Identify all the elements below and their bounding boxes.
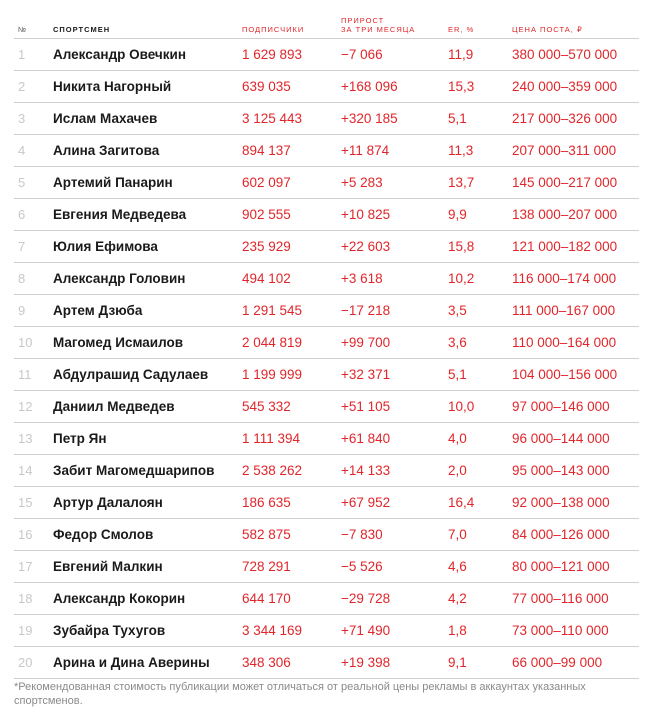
- cell-er: 11,3: [448, 135, 512, 167]
- cell-growth: +5 283: [341, 167, 448, 199]
- cell-er: 9,9: [448, 199, 512, 231]
- cell-rank: 11: [14, 359, 53, 391]
- table-row: [14, 423, 639, 455]
- cell-price: 92 000–138 000: [512, 487, 639, 519]
- cell-subscribers: 644 170: [242, 583, 341, 615]
- cell-subscribers: 2 044 819: [242, 327, 341, 359]
- table-row: [14, 39, 639, 71]
- cell-subscribers: 494 102: [242, 263, 341, 295]
- table-row: [14, 71, 639, 103]
- cell-er: 10,0: [448, 391, 512, 423]
- table-row: [14, 231, 639, 263]
- cell-subscribers: 348 306: [242, 647, 341, 679]
- cell-subscribers: 3 125 443: [242, 103, 341, 135]
- cell-athlete-name: Александр Головин: [53, 263, 242, 295]
- cell-growth: +14 133: [341, 455, 448, 487]
- table-row: [14, 455, 639, 487]
- cell-growth: +61 840: [341, 423, 448, 455]
- cell-er: 7,0: [448, 519, 512, 551]
- table-row: [14, 103, 639, 135]
- cell-price: 110 000–164 000: [512, 327, 639, 359]
- cell-rank: 5: [14, 167, 53, 199]
- cell-growth: +22 603: [341, 231, 448, 263]
- cell-athlete-name: Федор Смолов: [53, 519, 242, 551]
- cell-price: 80 000–121 000: [512, 551, 639, 583]
- cell-price: 111 000–167 000: [512, 295, 639, 327]
- cell-subscribers: 894 137: [242, 135, 341, 167]
- cell-growth: +32 371: [341, 359, 448, 391]
- cell-price: 97 000–146 000: [512, 391, 639, 423]
- cell-subscribers: 186 635: [242, 487, 341, 519]
- cell-er: 10,2: [448, 263, 512, 295]
- cell-athlete-name: Евгений Малкин: [53, 551, 242, 583]
- cell-subscribers: 1 111 394: [242, 423, 341, 455]
- cell-subscribers: 602 097: [242, 167, 341, 199]
- cell-growth: −7 066: [341, 39, 448, 71]
- cell-growth: +168 096: [341, 71, 448, 103]
- cell-price: 145 000–217 000: [512, 167, 639, 199]
- table-row: [14, 615, 639, 647]
- cell-growth: −17 218: [341, 295, 448, 327]
- cell-athlete-name: Зубайра Тухугов: [53, 615, 242, 647]
- cell-subscribers: 728 291: [242, 551, 341, 583]
- cell-athlete-name: Забит Магомедшарипов: [53, 455, 242, 487]
- cell-subscribers: 1 629 893: [242, 39, 341, 71]
- footnote: *Рекомендованная стоимость публикации может отличаться от реальной цены рекламы в аккаунтах указанных спортсменов.: [14, 681, 586, 707]
- header-athlete: СПОРТСМЕН: [53, 10, 242, 39]
- cell-er: 11,9: [448, 39, 512, 71]
- cell-price: 95 000–143 000: [512, 455, 639, 487]
- cell-er: 15,3: [448, 71, 512, 103]
- cell-price: 84 000–126 000: [512, 519, 639, 551]
- cell-price: 380 000–570 000: [512, 39, 639, 71]
- table-row: [14, 135, 639, 167]
- cell-price: 116 000–174 000: [512, 263, 639, 295]
- header-growth: [341, 10, 448, 39]
- table-header: [14, 10, 639, 39]
- cell-er: 5,1: [448, 103, 512, 135]
- cell-growth: +19 398: [341, 647, 448, 679]
- cell-growth: +67 952: [341, 487, 448, 519]
- table-row: [14, 487, 639, 519]
- cell-athlete-name: Магомед Исмаилов: [53, 327, 242, 359]
- cell-price: 240 000–359 000: [512, 71, 639, 103]
- header-row: [14, 10, 639, 39]
- cell-athlete-name: Артем Дзюба: [53, 295, 242, 327]
- cell-rank: 13: [14, 423, 53, 455]
- cell-price: 66 000–99 000: [512, 647, 639, 679]
- cell-growth: +71 490: [341, 615, 448, 647]
- cell-er: 3,6: [448, 327, 512, 359]
- table-row: [14, 359, 639, 391]
- cell-subscribers: 902 555: [242, 199, 341, 231]
- table-body: [14, 39, 639, 679]
- cell-rank: 7: [14, 231, 53, 263]
- cell-athlete-name: Артур Далалоян: [53, 487, 242, 519]
- cell-er: 4,2: [448, 583, 512, 615]
- cell-rank: 10: [14, 327, 53, 359]
- cell-rank: 14: [14, 455, 53, 487]
- table-row: [14, 167, 639, 199]
- cell-athlete-name: Даниил Медведев: [53, 391, 242, 423]
- cell-rank: 17: [14, 551, 53, 583]
- cell-er: 16,4: [448, 487, 512, 519]
- cell-athlete-name: Александр Овечкин: [53, 39, 242, 71]
- cell-er: 1,8: [448, 615, 512, 647]
- cell-rank: 8: [14, 263, 53, 295]
- cell-athlete-name: Евгения Медведева: [53, 199, 242, 231]
- header-growth-line1: ПРИРОСТ: [341, 16, 385, 25]
- athletes-table: [14, 10, 639, 679]
- cell-er: 4,6: [448, 551, 512, 583]
- header-num: №: [14, 10, 53, 39]
- cell-athlete-name: Петр Ян: [53, 423, 242, 455]
- cell-growth: −29 728: [341, 583, 448, 615]
- cell-er: 9,1: [448, 647, 512, 679]
- cell-rank: 2: [14, 71, 53, 103]
- cell-growth: −5 526: [341, 551, 448, 583]
- cell-athlete-name: Александр Кокорин: [53, 583, 242, 615]
- header-subscribers: ПОДПИСЧИКИ: [242, 10, 341, 39]
- cell-price: 104 000–156 000: [512, 359, 639, 391]
- cell-rank: 4: [14, 135, 53, 167]
- cell-subscribers: 582 875: [242, 519, 341, 551]
- cell-er: 4,0: [448, 423, 512, 455]
- cell-growth: +51 105: [341, 391, 448, 423]
- cell-athlete-name: Юлия Ефимова: [53, 231, 242, 263]
- cell-rank: 19: [14, 615, 53, 647]
- cell-athlete-name: Артемий Панарин: [53, 167, 242, 199]
- cell-growth: −7 830: [341, 519, 448, 551]
- cell-er: 15,8: [448, 231, 512, 263]
- cell-price: 207 000–311 000: [512, 135, 639, 167]
- cell-subscribers: 2 538 262: [242, 455, 341, 487]
- cell-rank: 20: [14, 647, 53, 679]
- table-row: [14, 519, 639, 551]
- cell-athlete-name: Никита Нагорный: [53, 71, 242, 103]
- cell-athlete-name: Ислам Махачев: [53, 103, 242, 135]
- table-row: [14, 263, 639, 295]
- cell-subscribers: 1 291 545: [242, 295, 341, 327]
- cell-athlete-name: Арина и Дина Аверины: [53, 647, 242, 679]
- cell-rank: 1: [14, 39, 53, 71]
- table-row: [14, 551, 639, 583]
- cell-rank: 15: [14, 487, 53, 519]
- table-row: [14, 327, 639, 359]
- cell-rank: 6: [14, 199, 53, 231]
- table-row: [14, 647, 639, 679]
- cell-rank: 16: [14, 519, 53, 551]
- cell-price: 138 000–207 000: [512, 199, 639, 231]
- table-row: [14, 391, 639, 423]
- cell-growth: +10 825: [341, 199, 448, 231]
- header-growth-line2: ЗА ТРИ МЕСЯЦА: [341, 25, 416, 34]
- cell-rank: 18: [14, 583, 53, 615]
- cell-price: 73 000–110 000: [512, 615, 639, 647]
- header-price: ЦЕНА ПОСТА, ₽: [512, 10, 639, 39]
- cell-rank: 3: [14, 103, 53, 135]
- cell-price: 121 000–182 000: [512, 231, 639, 263]
- cell-price: 77 000–116 000: [512, 583, 639, 615]
- cell-growth: +11 874: [341, 135, 448, 167]
- cell-subscribers: 545 332: [242, 391, 341, 423]
- cell-subscribers: 235 929: [242, 231, 341, 263]
- cell-er: 13,7: [448, 167, 512, 199]
- cell-subscribers: 1 199 999: [242, 359, 341, 391]
- cell-er: 5,1: [448, 359, 512, 391]
- cell-er: 2,0: [448, 455, 512, 487]
- cell-athlete-name: Алина Загитова: [53, 135, 242, 167]
- cell-athlete-name: Абдулрашид Садулаев: [53, 359, 242, 391]
- cell-subscribers: 3 344 169: [242, 615, 341, 647]
- cell-rank: 12: [14, 391, 53, 423]
- table-row: [14, 199, 639, 231]
- cell-growth: +320 185: [341, 103, 448, 135]
- table-row: [14, 583, 639, 615]
- cell-rank: 9: [14, 295, 53, 327]
- cell-price: 96 000–144 000: [512, 423, 639, 455]
- cell-subscribers: 639 035: [242, 71, 341, 103]
- cell-er: 3,5: [448, 295, 512, 327]
- cell-price: 217 000–326 000: [512, 103, 639, 135]
- header-er: ER, %: [448, 10, 512, 39]
- cell-growth: +99 700: [341, 327, 448, 359]
- table-row: [14, 295, 639, 327]
- cell-growth: +3 618: [341, 263, 448, 295]
